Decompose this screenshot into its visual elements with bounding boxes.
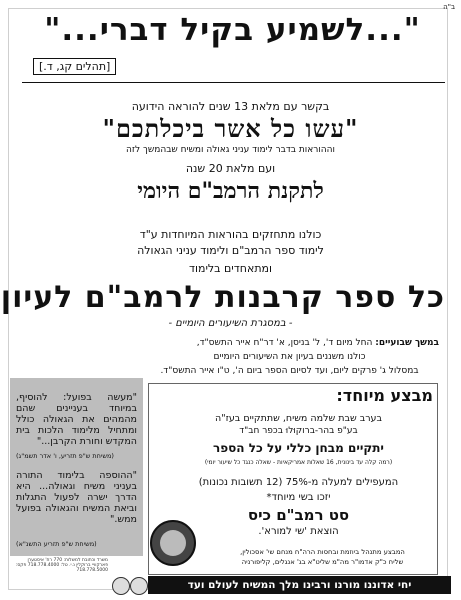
- main-title: כל ספר קרבנות לרמב"ם לעיון: [0, 280, 445, 315]
- weeks-line-2: כולנו משננים בעיון את השיעורים היומיים: [213, 352, 366, 362]
- intro-line-1: בקשר עם מלאת 13 שנים להוראה הידועה: [131, 100, 330, 113]
- bottom-banner: יחי אדוננו מורנו ורבינו מלך המשיח לעולם ועד: [148, 576, 451, 594]
- seal-emblem: [150, 520, 196, 566]
- special-line-6: יזכו בשי מיוחד*: [266, 492, 331, 503]
- weeks-start: החל מיום ד', ל' בניסן, א' דר"ח אייר התשס"ד,: [196, 338, 373, 348]
- call-line-2: לימוד ספר הרמב"ם ולימוד עניני הגאולה: [137, 244, 324, 257]
- organizer-line-1: המבצע מתנהל ביוזמת ובחסות הרה"ח מנחם שי' אסכולין,: [240, 548, 405, 556]
- intro-title: לתקנת הרמב"ם היומי: [137, 178, 324, 204]
- special-line-4: (רמה קלה עד בינונית, 16 שאלות אמריקאיות - שאלה כנגד כל שיעור יומי): [204, 459, 393, 466]
- special-line-2: בע"פ בהר-ברוקוּלוּ בכפר חב"ד: [239, 426, 358, 436]
- citation: [תהלים קג, ד.]: [33, 58, 116, 75]
- call-line-1: כולנו מתחזקים בהוראות המיוחדות ע"ד: [139, 228, 322, 241]
- sidebar-source-2: (משיחת ש"פ תזריע התשנ"א): [16, 540, 97, 548]
- special-line-7: סט רמב"ם כיס: [247, 506, 350, 524]
- footer-contact: משרד וכתובת למשלוח: 770 רח' איסטערן פארקוויי ברוקלין נ.י. טל: 718.778.4000 פקס: 718.778.5000: [15, 558, 108, 573]
- call-line-3: ומתאחדים בלימוד: [188, 262, 273, 275]
- divider: [22, 82, 445, 83]
- intro-quote: "עשו כל אשר ביכלתכם": [102, 114, 359, 143]
- subtitle: - במסגרת השיעורים היומיים -: [168, 318, 293, 329]
- sidebar-source-1: (משיחת ש"פ תזריע, ו' אדר תשמ"ג): [16, 452, 114, 460]
- special-title: מבצע מיוחד:: [336, 386, 433, 405]
- special-line-1: בערב שבת שלמה משיח, שתתקיים בעז"ה: [215, 413, 382, 424]
- headline: "...לשמיע בקיל דברי...": [44, 12, 421, 48]
- special-line-3: יתקיים מבחן כללי על כל הספר: [213, 441, 384, 455]
- sidebar-quote-1: "מעשה בפועל: להוסיף, במיוחד בעניינים שהם מהמהים את הגאולה כולל ומתחיל מלימוד הלכות בית המקדש וחורת הקרבן...": [16, 392, 137, 447]
- weeks-line-3: במסלול ג' פרקים ליום, ועד לסיום הספר ביום ה', ט"ו אייר התשס"ד.: [160, 366, 419, 376]
- intro-line-3: וההוראות בדבר לימוד עניני גאולה ומשיח שבהמשך לזה: [126, 145, 335, 155]
- intro-line-4: ועם מלאת 20 שנה: [185, 162, 276, 175]
- corner-mark: ב"ה: [443, 3, 455, 11]
- weeks-line-1: [140, 338, 439, 348]
- special-line-5: המעפילים למעלה מ-75% (12 תשובות נכונות): [198, 477, 399, 488]
- org-logo-icon: [112, 577, 130, 595]
- weeks-label: במשך שבועיים:: [375, 338, 439, 348]
- sidebar-quote-2: "ההוספה בלימוד התורה בעניני משיח וגאולה... היא הדרך ישרה לפעול התגלות וביאת המשיח והגאולה בפועל ממש.": [16, 470, 137, 525]
- special-line-8: הוצאת 'שי למורא'.: [258, 526, 339, 537]
- emblem-icon: [130, 577, 148, 595]
- organizer-line-2: שליח כ"ק אדמו"ר מה"מ שליט"א בג' אנגלים, קליפורניה: [241, 558, 404, 566]
